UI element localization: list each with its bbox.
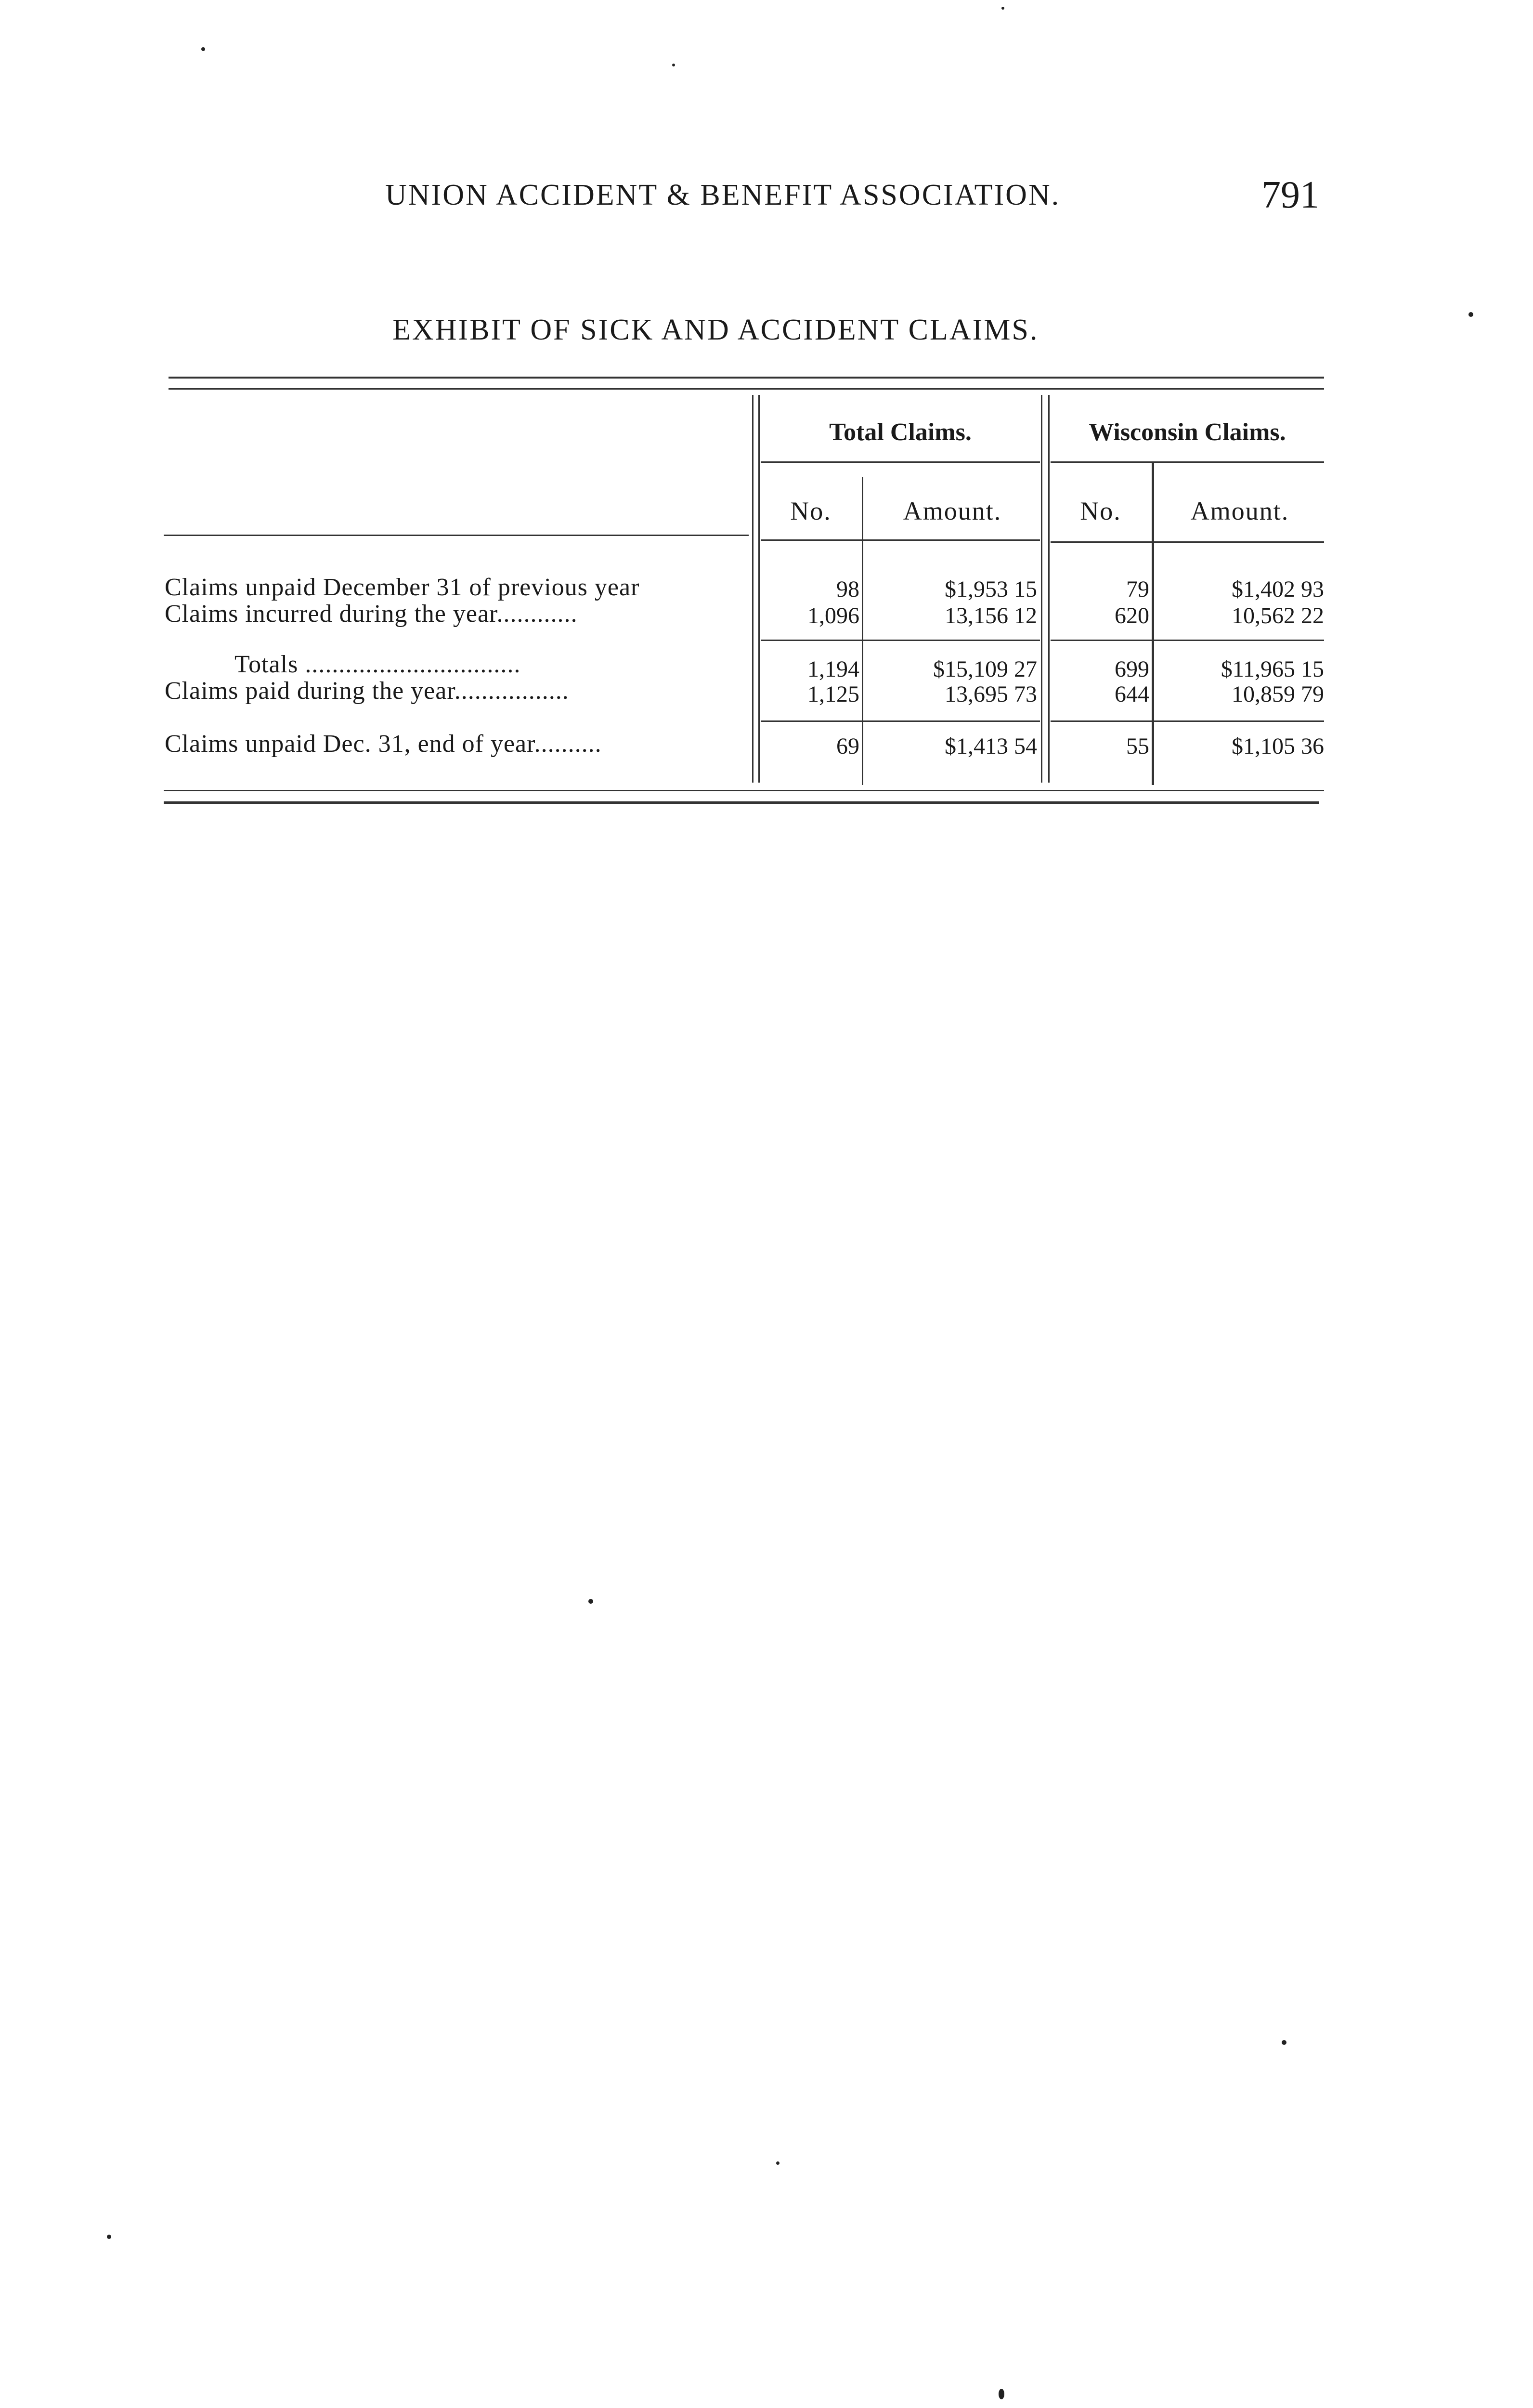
row-label-unpaid-previous: Claims unpaid December 31 of previous year (165, 574, 640, 601)
cell-wis-no: 699 (1115, 656, 1149, 682)
scan-speck (1282, 2040, 1286, 2045)
scan-speck (201, 47, 205, 51)
header-rule-stub (164, 535, 749, 536)
col-header-total-no: No. (790, 497, 831, 525)
scan-speck (1001, 7, 1004, 10)
row-label-paid: Claims paid during the year................. (165, 677, 569, 705)
divider-total-no-amount (862, 477, 863, 785)
page-header (0, 173, 1533, 222)
header-rule-total (761, 539, 1040, 541)
exhibit-title: EXHIBIT OF SICK AND ACCIDENT CLAIMS. (392, 314, 1039, 346)
cell-total-amount: 13,695 73 (945, 681, 1037, 707)
cell-total-no: 98 (836, 576, 859, 602)
col-header-wis-no: No. (1080, 497, 1121, 525)
cell-wis-no: 620 (1115, 603, 1149, 628)
running-title: UNION ACCIDENT & BENEFIT ASSOCIATION. (385, 179, 1061, 211)
group-rule-wisconsin (1051, 461, 1324, 463)
row-label-unpaid-end: Claims unpaid Dec. 31, end of year.......... (165, 730, 602, 758)
group-header-total: Total Claims. (829, 419, 972, 446)
cell-total-no: 69 (836, 733, 859, 759)
divider-groups-b (1048, 395, 1050, 783)
cell-total-no: 1,125 (807, 681, 859, 707)
row-label-incurred: Claims incurred during the year............ (165, 600, 578, 628)
table-bottom-rule (164, 790, 1324, 791)
balance-rule-total (761, 720, 1040, 722)
scan-speck (999, 2389, 1004, 2399)
divider-stub-double-b (758, 395, 760, 783)
table-bottom-rule-2 (164, 801, 1319, 804)
subtotal-rule-wisconsin (1051, 640, 1324, 641)
balance-rule-wisconsin (1051, 720, 1324, 722)
scan-speck (107, 2235, 111, 2239)
group-header-wisconsin: Wisconsin Claims. (1089, 419, 1286, 446)
divider-wis-no-amount (1152, 462, 1154, 785)
header-rule-wisconsin (1051, 541, 1324, 543)
cell-wis-amount: $1,105 36 (1232, 733, 1324, 759)
subtotal-rule-total (761, 640, 1040, 641)
col-header-total-amount: Amount. (903, 497, 1002, 525)
table-top-rule (169, 377, 1324, 379)
cell-wis-no: 644 (1115, 681, 1149, 707)
divider-groups-a (1041, 395, 1042, 783)
page-number: 791 (1261, 174, 1319, 216)
scan-speck (776, 2161, 779, 2165)
cell-wis-no: 55 (1126, 733, 1149, 759)
cell-total-amount: $1,413 54 (945, 733, 1037, 759)
scan-speck (588, 1599, 593, 1604)
cell-wis-amount: 10,859 79 (1232, 681, 1324, 707)
cell-total-no: 1,194 (807, 656, 859, 682)
cell-total-no: 1,096 (807, 603, 859, 628)
cell-wis-amount: 10,562 22 (1232, 603, 1324, 628)
scan-speck (1468, 312, 1473, 317)
row-label-totals: Totals ................................ (234, 651, 521, 678)
group-rule-total (761, 461, 1040, 463)
cell-wis-amount: $11,965 15 (1221, 656, 1324, 682)
scan-speck (672, 64, 675, 66)
cell-total-amount: $1,953 15 (945, 576, 1037, 602)
cell-wis-no: 79 (1126, 576, 1149, 602)
cell-total-amount: $15,109 27 (933, 656, 1037, 682)
table-top-rule-2 (169, 388, 1324, 390)
divider-stub-double-a (752, 395, 754, 783)
col-header-wis-amount: Amount. (1190, 497, 1289, 525)
cell-total-amount: 13,156 12 (945, 603, 1037, 628)
cell-wis-amount: $1,402 93 (1232, 576, 1324, 602)
